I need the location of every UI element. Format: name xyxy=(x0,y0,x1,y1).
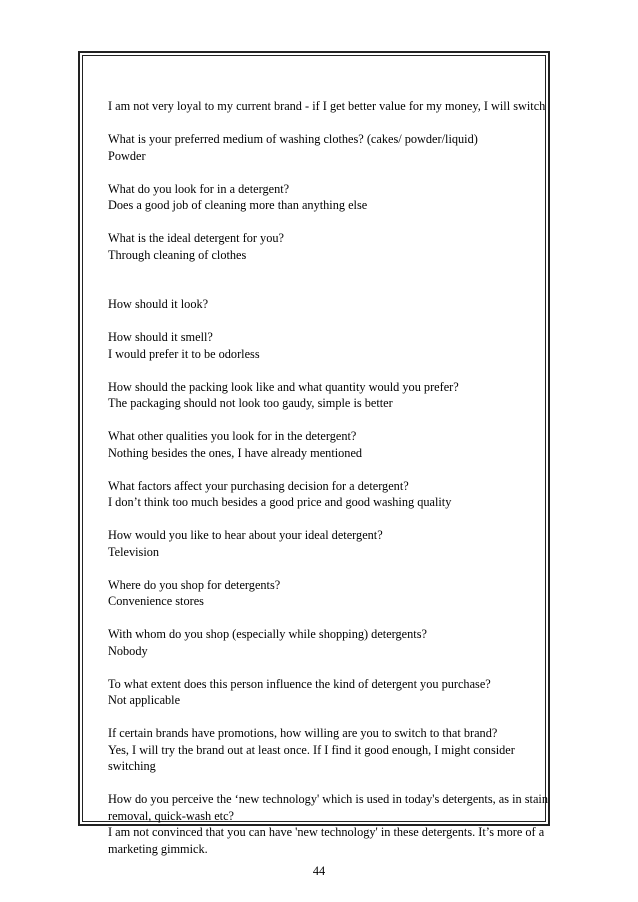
question-text: If certain brands have promotions, how willing are you to switch to that brand? xyxy=(108,726,498,740)
question-text: What factors affect your purchasing decision for a detergent? xyxy=(108,478,409,493)
answer-text: Convenience stores xyxy=(108,594,204,608)
qa-block-shop-where xyxy=(108,577,548,610)
answer-text: Powder xyxy=(108,148,146,163)
question-text: To what extent does this person influence the kind of detergent you purchase? xyxy=(108,676,491,691)
answer-text: The packaging should not look too gaudy, simple is better xyxy=(108,396,393,410)
qa-block-washing-medium xyxy=(108,131,548,164)
question-text: How would you like to hear about your ideal detergent? xyxy=(108,528,383,542)
answer-text: I would prefer it to be odorless xyxy=(108,346,260,361)
question-text: What is the ideal detergent for you? xyxy=(108,231,284,245)
qa-block-packaging xyxy=(108,379,548,412)
answer-text: Nothing besides the ones, I have already mentioned xyxy=(108,445,363,460)
answer-text: Does a good job of cleaning more than anything else xyxy=(108,198,368,212)
qa-block-purchase-factors xyxy=(108,478,548,511)
qa-block-other-qualities xyxy=(108,428,548,461)
qa-block-shop-with xyxy=(108,626,548,659)
question-text: How should it look? xyxy=(108,297,209,311)
answer-text: Yes, I will try the brand out at least once. If I find it good enough, I might consider switching xyxy=(108,742,515,773)
question-text: How do you perceive the ‘new technology' which is used in today's detergents, as in stain removal, quick-wash etc? xyxy=(108,792,548,823)
qa-block-look-for xyxy=(108,181,548,214)
qa-block-brand-loyalty xyxy=(108,98,548,115)
qa-block-promotions xyxy=(108,725,548,775)
question-text: Where do you shop for detergents? xyxy=(108,577,281,592)
answer-text: I am not convinced that you can have 'new technology' in these detergents. It’s more of a marketing gimmick. xyxy=(108,825,545,856)
qa-block-ideal-detergent xyxy=(108,230,548,263)
answer-text: Nobody xyxy=(108,643,148,658)
answer-text: Television xyxy=(108,544,160,559)
question-text: How should it smell? xyxy=(108,330,213,344)
question-text: With whom do you shop (especially while shopping) detergents? xyxy=(108,627,427,641)
question-text: I am not very loyal to my current brand - if I get better value for my money, I will switch xyxy=(108,99,546,113)
answer-text: Not applicable xyxy=(108,693,181,707)
question-text: What is your preferred medium of washing clothes? (cakes/ powder/liquid) xyxy=(108,132,478,146)
answer-text: I don’t think too much besides a good price and good washing quality xyxy=(108,495,452,509)
qa-block-influence xyxy=(108,676,548,709)
question-text: How should the packing look like and what quantity would you prefer? xyxy=(108,379,459,394)
page-number: 44 xyxy=(312,864,326,878)
qa-block-hear-about xyxy=(108,527,548,560)
question-text: What do you look for in a detergent? xyxy=(108,181,290,196)
qa-block-look xyxy=(108,296,548,313)
qa-block-smell xyxy=(108,329,548,362)
question-text: What other qualities you look for in the detergent? xyxy=(108,429,357,443)
answer-text: Through cleaning of clothes xyxy=(108,247,247,262)
interview-transcript xyxy=(108,98,548,874)
qa-block-new-technology xyxy=(108,791,548,857)
